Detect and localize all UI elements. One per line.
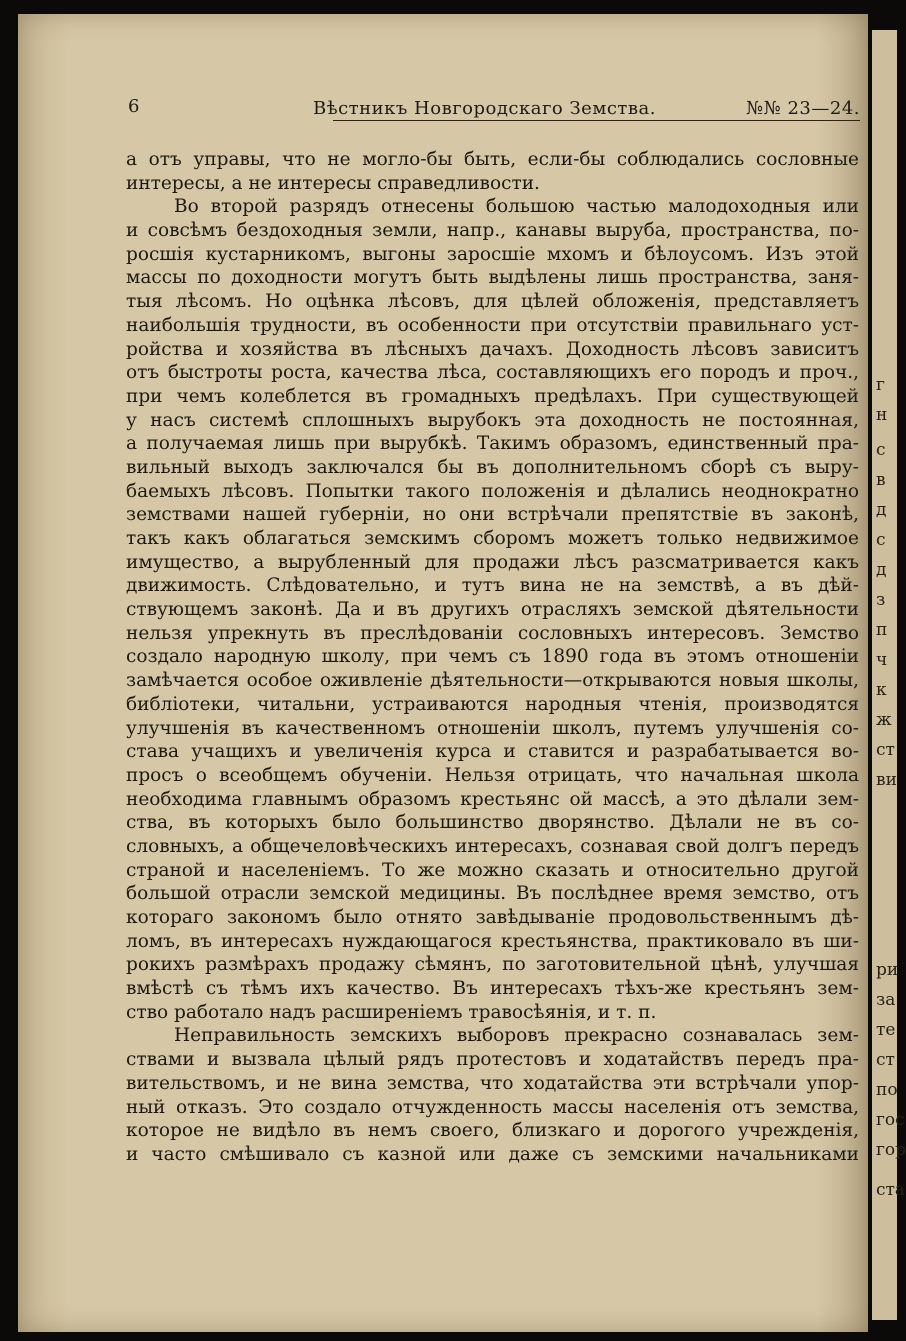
text-line: у насъ системѣ сплошныхъ вырубокъ эта доходность не постоянная, (126, 409, 859, 431)
text-line: баемыхъ лѣсовъ. Попытки такого положенія и дѣлались неоднократно (126, 480, 859, 502)
adjacent-page-fragment: ст (876, 740, 895, 760)
text-line: ломъ, въ интересахъ нуждающагося крестьянства, практиковало въ ши- (126, 930, 859, 952)
adjacent-page-fragment: за (876, 990, 896, 1010)
text-line: росшія кустарникомъ, выгоны заросшіе мхомъ и бѣлоусомъ. Изъ этой (126, 243, 859, 265)
text-line: такъ какъ облагаться земскимъ сборомъ можетъ только недвижимое (126, 528, 859, 549)
adjacent-page-fragment: ч (876, 650, 888, 670)
issue-number: №№ 23—24. (746, 98, 860, 119)
adjacent-page-fragment: по (876, 1080, 898, 1100)
text-line: а отъ управы, что не могло-бы быть, если-бы соблюдались сословные (126, 149, 859, 170)
adjacent-page-fragment: с (876, 530, 886, 550)
adjacent-page-fragment: ст (876, 1050, 895, 1070)
text-line: массы по доходности могутъ быть выдѣлены лишь пространства, заня- (126, 267, 859, 289)
text-line: имущество, а вырубленный для продажи лѣсъ разсматривается какъ (126, 551, 859, 573)
text-line: движимость. Слѣдовательно, и тутъ вина не на земствѣ, а въ дѣй- (126, 575, 859, 597)
adjacent-page-fragment: ри (876, 960, 899, 980)
text-line: ный отказъ. Это создало отчужденность массы населенія отъ земства, (126, 1096, 859, 1118)
text-line: земствами нашей губерніи, но они встрѣчали препятствіе въ законѣ, (126, 504, 859, 526)
adjacent-page-fragment: к (876, 680, 887, 700)
text-line: вмѣстѣ съ тѣмъ ихъ качество. Въ интересахъ тѣхъ-же крестьянъ зем- (126, 978, 859, 1000)
text-line: а получаемая лишь при вырубкѣ. Такимъ образомъ, единственный пра- (126, 433, 859, 455)
text-line: вильный выходъ заключался бы въ дополнительномъ сборѣ съ выру- (126, 456, 859, 478)
text-line: замѣчается особое оживленіе дѣятельности—открываются новыя школы, (126, 670, 859, 692)
adjacent-page-fragment: в (876, 470, 886, 490)
text-line: большой отрасли земской медицины. Въ послѣднее время земство, отъ (126, 883, 859, 905)
text-line: и часто смѣшивало съ казной или даже съ земскими начальниками (126, 1143, 859, 1165)
adjacent-page-fragment: д (876, 560, 887, 580)
adjacent-page-fragment: д (876, 500, 887, 520)
text-line: тыя лѣсомъ. Но оцѣнка лѣсовъ, для цѣлей обложенія, представляетъ (126, 291, 859, 313)
text-line: става учащихъ и увеличенія курса и ставится и разрабатывается во- (126, 741, 859, 763)
text-line: библіотеки, читальни, устраиваются народныя чтенія, производятся (126, 693, 859, 715)
adjacent-page-fragment: ви (876, 770, 897, 790)
text-line: ство работало надъ расширеніемъ травосѣянія, и т. п. (126, 1001, 657, 1023)
adjacent-page-fragment: с (876, 440, 886, 460)
header-rule (333, 120, 860, 121)
journal-title: Вѣстникъ Новгородскаго Земства. (313, 98, 656, 119)
adjacent-page-fragment: ста (876, 1180, 906, 1200)
text-line: котораго закономъ было отнято завѣдываніе продовольственнымъ дѣ- (126, 907, 859, 928)
text-line: нельзя упрекнуть въ преслѣдованіи сословныхъ интересовъ. Земство (126, 622, 859, 644)
body-text (126, 148, 859, 1167)
adjacent-page-edge (872, 30, 906, 1320)
text-line: наибольшія трудности, въ особенности при отсутствіи правильнаго уст- (126, 314, 859, 336)
text-line: словныхъ, а общечеловѣческихъ интересахъ, сознавая свой долгъ передъ (126, 835, 859, 857)
text-line: Неправильность земскихъ выборовъ прекрасно сознавалась зем- (174, 1025, 859, 1047)
text-line: и совсѣмъ бездоходныя земли, напр., канавы выруба, пространства, по- (126, 220, 859, 242)
adjacent-page-fragment: ж (876, 710, 892, 730)
text-line: страной и населеніемъ. То же можно сказать и относительно другой (126, 859, 859, 881)
text-line: создало народную школу, при чемъ съ 1890 года въ этомъ отношеніи (126, 646, 859, 668)
adjacent-page-fragment: гор (876, 1140, 906, 1160)
adjacent-page-fragment: п (876, 620, 888, 640)
adjacent-page-fragment: з (876, 590, 886, 610)
text-line: необходима главнымъ образомъ крестьянс ой массѣ, а это дѣлали зем- (126, 788, 859, 810)
adjacent-page-fragment: г (876, 375, 885, 395)
text-line: рокихъ размѣрахъ продажу сѣмянъ, по заготовительной цѣнѣ, улучшая (126, 954, 859, 976)
text-line: при чемъ колеблется въ громадныхъ предѣлахъ. При существующей (126, 385, 859, 407)
text-line: просъ о всеобщемъ обученіи. Нельзя отрицать, что начальная школа (126, 764, 859, 786)
adjacent-page-fragment: гос (876, 1110, 905, 1130)
adjacent-page-fragment: те (876, 1020, 896, 1040)
text-line: вительствомъ, и не вина земства, что ходатайства эти встрѣчали упор- (126, 1072, 859, 1094)
text-line: ствующемъ законѣ. Да и въ другихъ отрасляхъ земской дѣятельности (126, 599, 859, 621)
text-line: улучшенія въ качественномъ отношеніи школъ, путемъ улучшенія со- (126, 717, 859, 739)
text-line: ствами и вызвала цѣлый рядъ протестовъ и ходатайствъ передъ пра- (126, 1049, 859, 1071)
text-line: Во второй разрядъ отнесены большою частью малодоходныя или (174, 196, 859, 218)
text-line: отъ быстроты роста, качества лѣса, составляющихъ его породъ и проч., (126, 362, 859, 384)
text-line: интересы, а не интересы справедливости. (126, 172, 540, 194)
text-line: ства, въ которыхъ было большинство дворянство. Дѣлали не въ со- (126, 812, 859, 834)
page-number: 6 (128, 96, 140, 117)
text-line: которое не видѣло въ немъ своего, близкаго и дорогого учрежденія, (126, 1120, 859, 1142)
adjacent-page-fragment: н (876, 405, 888, 425)
text-line: ройства и хозяйства въ лѣсныхъ дачахъ. Доходность лѣсовъ зависитъ (126, 338, 859, 360)
running-header (108, 92, 860, 122)
